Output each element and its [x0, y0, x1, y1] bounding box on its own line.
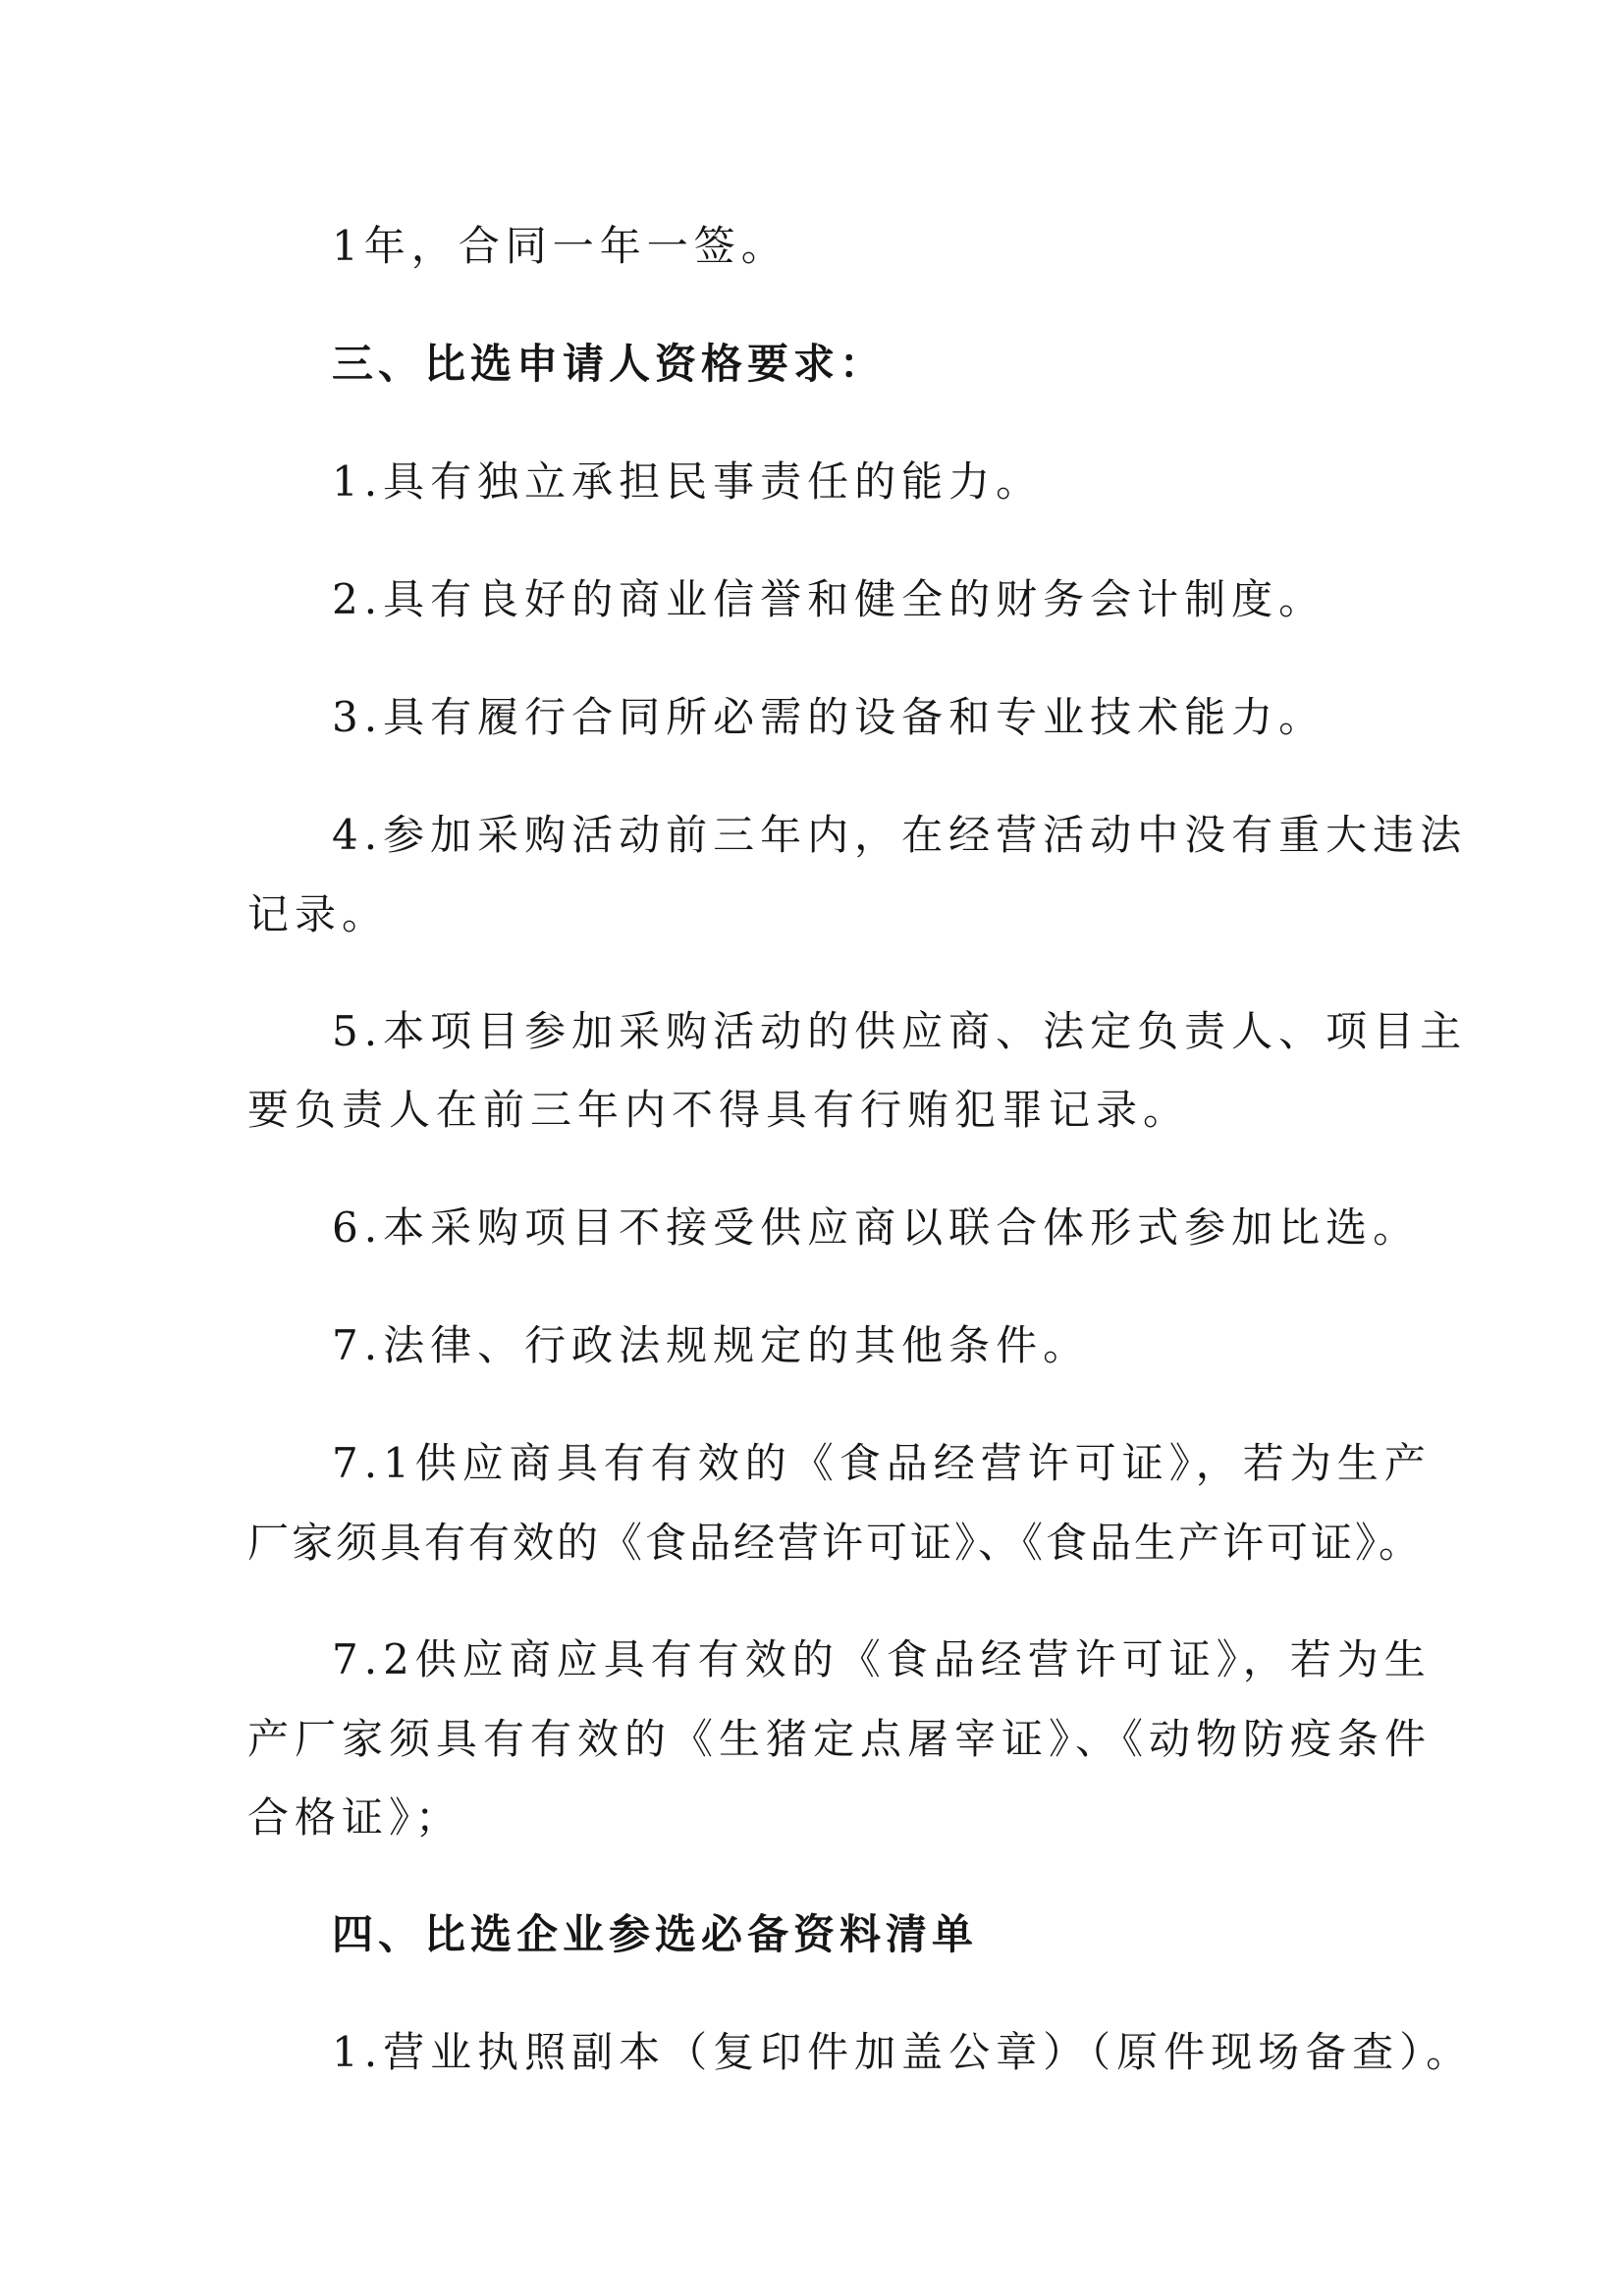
text-line: 1.具有独立承担民事责任的能力。 [332, 457, 1044, 506]
text-line: 1年，合同一年一签。 [332, 222, 788, 270]
text-line: 要负责人在前三年内不得具有行贿犯罪记录。 [247, 1086, 1191, 1134]
text-line: 7.法律、行政法规规定的其他条件。 [332, 1321, 1091, 1369]
text-line: 3.具有履行合同所必需的设备和专业技术能力。 [332, 693, 1326, 741]
text-line: 7.2供应商应具有有效的《食品经营许可证》，若为生 [332, 1635, 1432, 1683]
text-line: 厂家须具有有效的《食品经营许可证》、《食品生产许可证》。 [247, 1519, 1424, 1567]
text-line: 2.具有良好的商业信誉和健全的财务会计制度。 [332, 575, 1326, 623]
text-line: 4.参加采购活动前三年内，在经营活动中没有重大违法 [332, 811, 1468, 859]
section-heading: 三、比选申请人资格要求： [332, 340, 887, 388]
section-heading: 四、比选企业参选必备资料清单 [332, 1910, 979, 1958]
text-line: 产厂家须具有有效的《生猪定点屠宰证》、《动物防疫条件 [247, 1715, 1433, 1763]
text-line: 7.1供应商具有有效的《食品经营许可证》，若为生产 [332, 1439, 1432, 1487]
text-line: 合格证》； [247, 1793, 463, 1842]
text-line: 6.本采购项目不接受供应商以联合体形式参加比选。 [332, 1203, 1421, 1252]
text-line: 1.营业执照副本（复印件加盖公章）（原件现场备查）。 [332, 2028, 1474, 2076]
text-line: 记录。 [247, 890, 390, 938]
text-line: 5.本项目参加采购活动的供应商、法定负责人、项目主 [332, 1007, 1468, 1055]
